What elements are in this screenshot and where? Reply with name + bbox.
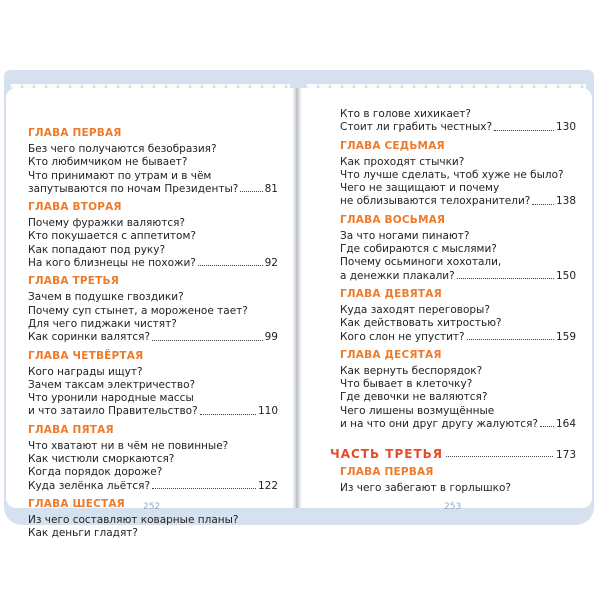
chapter-heading: ГЛАВА ПЕРВАЯ	[28, 127, 122, 139]
question-line: Зачем в подушке гвоздики?	[28, 291, 184, 304]
leader-dots	[457, 270, 554, 279]
question-line: Кто любимчиком не бывает?	[28, 156, 188, 169]
entry-page-number: 99	[264, 331, 278, 344]
chapter-section	[340, 466, 576, 495]
leader-dots	[494, 121, 554, 130]
question-line: Что принимают по утрам и в чём	[28, 169, 212, 182]
chapter-section	[340, 349, 576, 431]
toc-entry	[340, 331, 576, 344]
entry-page-number: 81	[264, 182, 278, 195]
entry-text: Кого слон не упустит?	[340, 330, 465, 343]
chapter-heading: ГЛАВА ДЕСЯТАЯ	[340, 348, 442, 361]
toc-entry	[28, 405, 278, 418]
chapter-section	[28, 350, 278, 419]
question-line: Почему фуражки валяются?	[28, 217, 185, 230]
toc-entry	[28, 183, 278, 196]
entry-page-number: 110	[257, 405, 278, 418]
chapter-section	[28, 201, 278, 270]
chapter-section	[28, 424, 278, 493]
entry-text: и на что они друг другу жалуются?	[340, 418, 538, 431]
entry-text: Куда зелёнка льётся?	[28, 479, 151, 492]
toc-entry	[28, 331, 278, 344]
question-line: Кто покушается с аппетитом?	[28, 230, 196, 243]
question-line: Кто в голове хихикает?	[340, 108, 471, 120]
chapter-section	[340, 214, 576, 283]
question-line: Почему осьминоги хохотали,	[340, 256, 502, 269]
left-page-contents	[28, 122, 278, 541]
entry-text: Стоит ли грабить честных?	[340, 121, 493, 134]
entry-text: и что затаило Правительство?	[28, 405, 198, 418]
leader-dots	[532, 195, 554, 204]
question-line: Чего лишены возмущённые	[340, 404, 495, 417]
part-page-number: 173	[555, 449, 576, 462]
leader-dots	[240, 183, 262, 192]
question-line: Из чего забегают в горлышко?	[340, 482, 511, 495]
question-line: Что лучше сделать, чтоб хуже не было?	[340, 168, 564, 181]
question-line: Что уронили народные массы	[28, 392, 194, 405]
question-line: Для чего пиджаки чистят?	[28, 317, 177, 330]
chapter-heading: ГЛАВА ДЕВЯТАЯ	[340, 287, 442, 300]
leader-dots	[152, 480, 256, 489]
question-line: Из чего составляют коварные планы?	[28, 513, 239, 526]
chapter-heading: ГЛАВА ПЕРВАЯ	[340, 466, 434, 479]
question-line: Как чистюли сморкаются?	[28, 453, 175, 466]
question-line: Без чего получаются безобразия?	[28, 143, 217, 155]
question-line: Где собираются с мыслями?	[340, 243, 497, 256]
chapter-heading: ГЛАВА ВОСЬМАЯ	[340, 213, 446, 226]
entry-page-number: 150	[555, 269, 576, 282]
question-line: Почему суп стынет, а мороженое тает?	[28, 304, 248, 317]
toc-entry	[340, 270, 576, 283]
question-line: Что бывает в клеточку?	[340, 378, 473, 391]
right-page-number: 253	[444, 502, 462, 512]
left-page-number: 252	[143, 502, 161, 512]
toc-entry	[28, 257, 278, 270]
leader-dots	[446, 456, 553, 457]
toc-entry	[340, 195, 576, 208]
chapter-section	[340, 140, 576, 209]
chapter-heading: ГЛАВА ЧЕТВЁРТАЯ	[28, 349, 144, 362]
question-line: Чего не защищают и почему	[340, 182, 500, 195]
part-heading	[330, 443, 576, 461]
toc-entry	[340, 418, 576, 431]
right-page-contents	[330, 108, 576, 496]
question-line: Кого награды ищут?	[28, 365, 143, 378]
chapter-heading: ГЛАВА ПЯТАЯ	[28, 423, 114, 436]
question-line: Как проходят стычки?	[340, 155, 465, 168]
chapter-heading: ГЛАВА ТРЕТЬЯ	[28, 275, 120, 288]
chapter-section	[340, 288, 576, 344]
entry-page-number: 138	[555, 195, 576, 208]
question-line: Где девочки не валяются?	[340, 391, 488, 404]
question-line: Когда порядок дороже?	[28, 466, 163, 479]
entry-text: Как соринки валятся?	[28, 331, 151, 344]
leader-dots	[198, 257, 263, 266]
leader-dots	[200, 405, 256, 414]
entry-page-number: 122	[257, 479, 278, 492]
question-line: Как вернуть беспорядок?	[340, 364, 483, 377]
entry-text: а денежки плакали?	[340, 269, 455, 282]
chapter-section	[28, 127, 278, 196]
question-line: Как деньги гладят?	[28, 527, 138, 540]
chapter-heading: ГЛАВА СЕДЬМАЯ	[340, 139, 445, 152]
leader-dots	[152, 331, 263, 340]
entry-page-number: 130	[555, 121, 576, 134]
entry-text: запутываются по ночам Президенты?	[28, 182, 239, 195]
toc-entry	[28, 480, 278, 493]
leader-dots	[540, 418, 554, 427]
question-line: Зачем таксам электричество?	[28, 378, 196, 391]
entry-text: не облизываются телохранители?	[340, 195, 531, 208]
entry-page-number: 159	[555, 330, 576, 343]
question-line: Куда заходят переговоры?	[340, 303, 490, 316]
entry-page-number: 164	[555, 418, 576, 431]
entry-text: На кого близнецы не похожи?	[28, 257, 196, 270]
chapter-section	[28, 275, 278, 344]
chapter-heading: ГЛАВА ШЕСТАЯ	[28, 497, 125, 510]
question-line: Что хватают ни в чём не повинные?	[28, 439, 229, 452]
question-line: Как попадают под руку?	[28, 243, 166, 256]
chapter-heading: ГЛАВА ВТОРАЯ	[28, 201, 122, 214]
book-spine	[292, 88, 302, 508]
question-line: За что ногами пинают?	[340, 229, 470, 242]
question-line: Как действовать хитростью?	[340, 317, 502, 330]
toc-entry	[340, 121, 576, 134]
leader-dots	[467, 331, 554, 340]
part-title: ЧАСТЬ ТРЕТЬЯ	[330, 447, 444, 462]
entry-page-number: 92	[264, 257, 278, 270]
